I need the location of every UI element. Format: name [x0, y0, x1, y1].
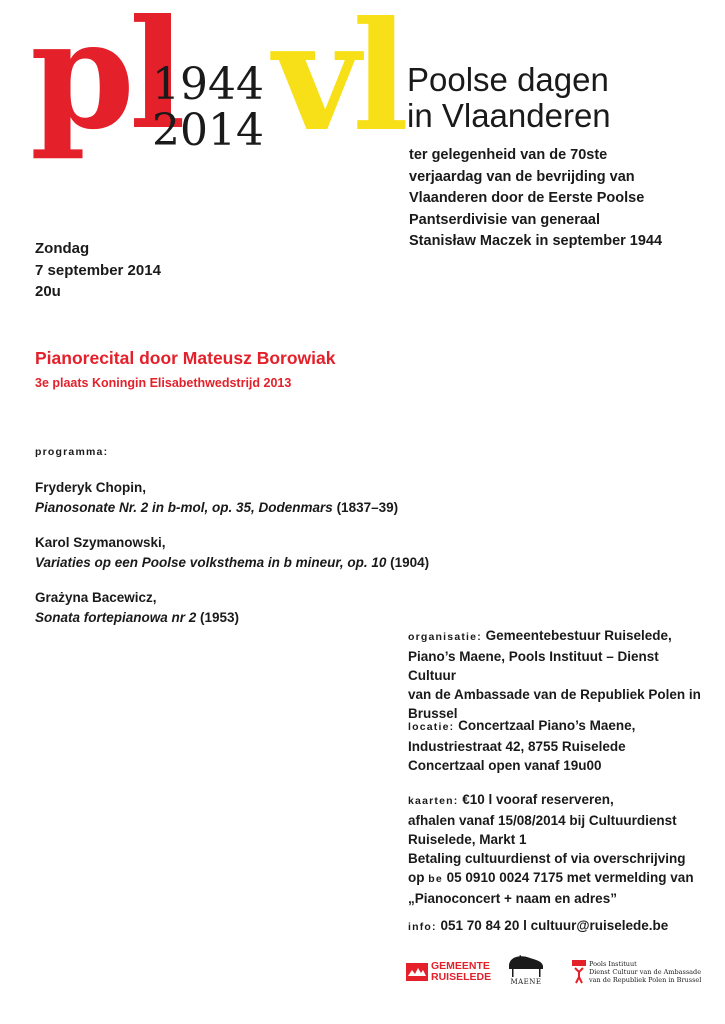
composer-name: Fryderyk Chopin, — [35, 480, 147, 495]
composer-name: Karol Szymanowski, — [35, 535, 166, 550]
event-day: Zondag — [35, 240, 90, 257]
ruiselede-line-2: RUISELEDE — [431, 971, 492, 983]
pools-line-3: van de Republiek Polen in Brussel — [589, 976, 702, 984]
pools-line-2: Dienst Cultuur van de Ambassade — [589, 968, 702, 976]
subtitle-line: verjaardag van de bevrijding van — [409, 168, 635, 185]
event-date — [35, 238, 161, 303]
maene-name: MAENE — [510, 978, 542, 986]
tickets-line: „Pianoconcert + naam en adres” — [408, 891, 617, 906]
organisation-line: Piano’s Maene, Pools Instituut – Dienst Cultuur — [408, 649, 659, 683]
programme-item — [35, 533, 429, 573]
programme-item — [35, 478, 398, 518]
page-title — [407, 62, 611, 134]
event-time: 20u — [35, 283, 61, 300]
ruiselede-name — [431, 961, 491, 983]
recital-title: Pianorecital door Mateusz Borowiak — [35, 348, 336, 368]
subtitle-line: Pantserdivisie van generaal — [409, 211, 601, 228]
account-number: 05 0910 0024 7175 met vermelding van — [442, 870, 694, 885]
pools-instituut-emblem-icon — [572, 960, 586, 984]
subtitle — [409, 145, 709, 253]
work-year: (1904) — [386, 555, 430, 570]
title-line-1: Poolse dagen — [407, 61, 609, 98]
location-label: locatie: — [408, 721, 455, 733]
programme-item — [35, 588, 239, 628]
subtitle-line: Vlaanderen door de Eerste Poolse — [409, 190, 645, 206]
location-first: Concertzaal Piano’s Maene, — [454, 718, 636, 733]
organisation-line: van de Ambassade van de Republiek Polen in — [408, 687, 701, 702]
work-title: Sonata fortepianowa nr 2 — [35, 610, 197, 625]
logo-vl: vl — [273, 0, 402, 165]
tickets-first: €10 l vooraf reserveren, — [458, 792, 614, 807]
organisation-first: Gemeentebestuur Ruiselede, — [481, 628, 672, 643]
pools-instituut-logo — [572, 955, 701, 989]
location-block — [408, 716, 708, 775]
tickets-label: kaarten: — [408, 795, 459, 807]
tickets-block — [408, 790, 708, 908]
tickets-line: Ruiselede, Markt 1 — [408, 832, 527, 847]
account-country: be — [428, 873, 443, 885]
year-start: 1944 — [152, 59, 264, 110]
account-prefix: op — [408, 870, 429, 885]
ruiselede-emblem-icon — [406, 963, 428, 981]
year-end: 2014 — [152, 105, 264, 156]
pools-instituut-name — [589, 960, 701, 984]
composer-name: Grażyna Bacewicz, — [35, 590, 157, 605]
tickets-line: afhalen vanaf 15/08/2014 bij Cultuurdienst — [408, 813, 677, 828]
ruiselede-line-1: GEMEENTE — [431, 960, 490, 972]
event-date-value: 7 september 2014 — [35, 261, 161, 279]
work-title: Pianosonate Nr. 2 in b-mol, op. 35, Dodenmars — [35, 500, 333, 515]
grand-piano-icon — [506, 952, 546, 978]
location-line: Industriestraat 42, 8755 Ruiselede — [408, 739, 626, 754]
title-line-2: in Vlaanderen — [407, 97, 611, 134]
organisation-label: organisatie: — [408, 631, 482, 643]
logo-pl: pl — [30, 0, 180, 163]
work-title: Variaties op een Poolse volksthema in b mineur, op. 10 — [35, 555, 387, 570]
programme-heading: programma: — [35, 446, 109, 458]
work-year: (1953) — [196, 610, 240, 625]
organisation-line: Brussel — [408, 706, 458, 721]
tickets-line: Betaling cultuurdienst of via overschrijving — [408, 851, 686, 866]
organisation-block — [408, 626, 708, 723]
contact-block — [408, 916, 708, 937]
subtitle-line: Stanisław Maczek in september 1944 — [409, 233, 663, 249]
logo-years — [152, 59, 264, 156]
contact-value: 051 70 84 20 l cultuur@ruiselede.be — [436, 918, 669, 933]
pools-line-1: Pools Instituut — [589, 960, 637, 968]
location-line: Concertzaal open vanaf 19u00 — [408, 758, 602, 773]
recital-prize: 3e plaats Koningin Elisabethwedstrijd 2013 — [35, 376, 292, 390]
contact-label: info: — [408, 921, 437, 933]
work-year: (1837–39) — [332, 500, 399, 515]
subtitle-line: ter gelegenheid van de 70ste — [409, 147, 608, 163]
ruiselede-logo — [406, 955, 491, 989]
maene-logo — [506, 952, 546, 986]
